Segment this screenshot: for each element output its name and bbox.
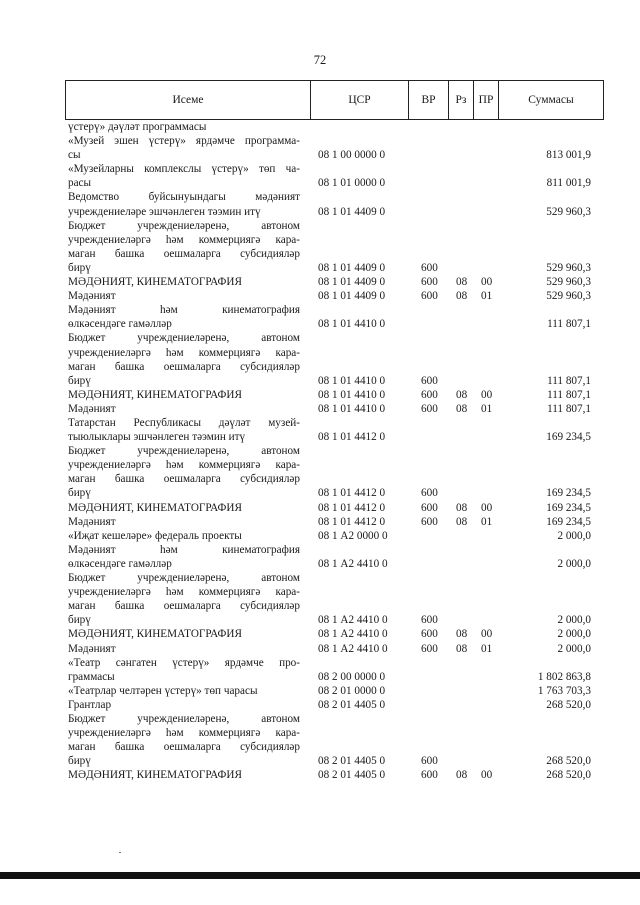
- row-name-line: маган башка оешмаларга субсидияләр: [68, 600, 300, 613]
- row-name-line: МӘДӘНИЯТ, КИНЕМАТОГРАФИЯ: [68, 501, 242, 514]
- row-sum: 169 234,5: [546, 515, 591, 528]
- row-csr: 08 1 01 4410 0: [318, 402, 386, 415]
- table-header: [65, 80, 604, 120]
- row-name-line: Мәдәният: [68, 402, 116, 415]
- table-row: [0, 656, 640, 684]
- row-name: [68, 698, 300, 712]
- row-rz: 08: [456, 769, 468, 782]
- table-row: [0, 501, 640, 515]
- row-pr: 00: [481, 769, 493, 782]
- row-name-line: Ведомство буйсынуындагы мәдәният: [68, 191, 300, 204]
- row-name: [68, 388, 300, 402]
- row-name: [68, 120, 300, 134]
- row-name: [68, 571, 300, 627]
- row-name: [68, 543, 300, 571]
- row-vr: 600: [421, 755, 438, 768]
- row-name-line: Мәдәният: [68, 642, 116, 655]
- row-name-line: «Театр сәнгатен үстерү» ярдәмче про-: [68, 656, 300, 669]
- row-name-line: Мәдәният һәм кинематография: [68, 304, 300, 317]
- row-rz: 08: [456, 290, 468, 303]
- row-sum: 1 802 863,8: [537, 670, 591, 683]
- row-name-line: «Музейларны комплекслы үстерү» төп ча-: [68, 163, 300, 176]
- row-name-line: өлкәсендәге гамәлләр: [68, 318, 172, 331]
- row-csr: 08 1 01 4409 0: [318, 261, 386, 274]
- row-name-line: учреждениеләре эшчәнлеген тәэмин итү: [68, 205, 261, 218]
- row-csr: 08 1 01 4410 0: [318, 374, 386, 387]
- row-name-line: МӘДӘНИЯТ, КИНЕМАТОГРАФИЯ: [68, 769, 242, 782]
- row-sum: 2 000,0: [557, 614, 591, 627]
- row-csr: 08 2 00 0000 0: [318, 670, 386, 683]
- table-row: [0, 190, 640, 218]
- row-sum: 169 234,5: [546, 487, 591, 500]
- row-sum: 111 807,1: [547, 374, 591, 387]
- row-csr: 08 1 01 4409 0: [318, 276, 386, 289]
- table-row: [0, 571, 640, 627]
- table-row: [0, 289, 640, 303]
- row-vr: 600: [421, 487, 438, 500]
- row-name-line: үстерү» дәүләт программасы: [68, 121, 207, 133]
- row-csr: 08 1 01 4412 0: [318, 487, 386, 500]
- row-csr: 08 2 01 4405 0: [318, 755, 386, 768]
- bottom-rule: [0, 872, 640, 879]
- row-sum: 268 520,0: [546, 769, 591, 782]
- row-name-line: расы: [68, 177, 92, 190]
- row-rz: 08: [456, 501, 468, 514]
- row-vr: 600: [421, 261, 438, 274]
- table-row: [0, 303, 640, 331]
- row-csr: 08 2 01 0000 0: [318, 684, 386, 697]
- row-vr: 600: [421, 388, 438, 401]
- row-name: [68, 275, 300, 289]
- row-csr: 08 1 А2 4410 0: [318, 642, 388, 655]
- row-vr: 600: [421, 515, 438, 528]
- row-name: [68, 684, 300, 698]
- row-sum: 2 000,0: [557, 557, 591, 570]
- table-row: [0, 712, 640, 768]
- row-sum: 1 763 703,3: [537, 684, 591, 697]
- row-vr: 600: [421, 628, 438, 641]
- row-name-line: Бюджет учреждениеләренә, автоном: [68, 445, 300, 458]
- row-csr: 08 1 01 4410 0: [318, 388, 386, 401]
- row-name-line: бирү: [68, 374, 91, 387]
- row-name: [68, 134, 300, 162]
- row-name-line: учреждениеләргә һәм коммерциягә кара-: [68, 459, 300, 472]
- row-sum: 2 000,0: [557, 642, 591, 655]
- row-pr: 01: [481, 642, 493, 655]
- row-name-line: бирү: [68, 755, 91, 768]
- row-sum: 529 960,3: [546, 276, 591, 289]
- row-rz: 08: [456, 276, 468, 289]
- row-name: [68, 656, 300, 684]
- row-name: [68, 768, 300, 782]
- row-csr: 08 1 00 0000 0: [318, 149, 386, 162]
- row-sum: 529 960,3: [546, 290, 591, 303]
- row-pr: 00: [481, 388, 493, 401]
- row-sum: 169 234,5: [546, 501, 591, 514]
- row-name-line: Грантлар: [68, 698, 112, 711]
- table-row: [0, 402, 640, 416]
- row-rz: 08: [456, 628, 468, 641]
- header-name: Исеме: [66, 81, 311, 120]
- header-rz: Рз: [449, 81, 474, 120]
- row-vr: 600: [421, 374, 438, 387]
- row-name-line: МӘДӘНИЯТ, КИНЕМАТОГРАФИЯ: [68, 388, 242, 401]
- table-row: [0, 275, 640, 289]
- row-csr: 08 1 А2 4410 0: [318, 628, 388, 641]
- row-name-line: Татарстан Республикасы дәүләт музей-: [68, 417, 300, 429]
- row-name-line: Бюджет учреждениеләренә, автоном: [68, 219, 300, 232]
- row-vr: 600: [421, 276, 438, 289]
- row-sum: 811 001,9: [546, 177, 591, 190]
- row-name: [68, 402, 300, 416]
- table-row: [0, 515, 640, 529]
- row-name-line: учреждениеләргә һәм коммерциягә кара-: [68, 233, 300, 246]
- row-pr: 01: [481, 402, 493, 415]
- row-sum: 111 807,1: [547, 318, 591, 331]
- row-name: [68, 416, 300, 444]
- row-vr: 600: [421, 614, 438, 627]
- header-csr: ЦСР: [311, 81, 409, 120]
- row-name: [68, 501, 300, 515]
- row-csr: 08 2 01 4405 0: [318, 769, 386, 782]
- row-name-line: Бюджет учреждениеләренә, автоном: [68, 572, 300, 585]
- table-row: [0, 416, 640, 444]
- table-body: [0, 120, 640, 782]
- row-sum: 2 000,0: [557, 529, 591, 542]
- row-csr: 08 1 01 4410 0: [318, 318, 386, 331]
- row-name-line: маган башка оешмаларга субсидияләр: [68, 473, 300, 486]
- row-name-line: «Иҗат кешеләре» федераль проекты: [68, 529, 242, 542]
- row-name-line: бирү: [68, 487, 91, 500]
- row-csr: 08 1 01 4412 0: [318, 501, 386, 514]
- scan-speck: [119, 852, 121, 853]
- row-name-line: Мәдәният: [68, 515, 116, 528]
- row-name-line: учреждениеләргә һәм коммерциягә кара-: [68, 727, 300, 740]
- row-csr: 08 1 01 4409 0: [318, 205, 386, 218]
- row-name: [68, 289, 300, 303]
- row-pr: 01: [481, 515, 493, 528]
- row-csr: 08 1 01 4412 0: [318, 515, 386, 528]
- row-name-line: Бюджет учреждениеләренә, автоном: [68, 332, 300, 345]
- table-row: [0, 120, 640, 134]
- row-name-line: граммасы: [68, 670, 115, 683]
- page-number: 72: [313, 53, 327, 67]
- table-row: [0, 134, 640, 162]
- row-pr: 00: [481, 628, 493, 641]
- row-sum: 529 960,3: [546, 205, 591, 218]
- row-sum: 111 807,1: [547, 388, 591, 401]
- row-csr: 08 1 01 4409 0: [318, 290, 386, 303]
- row-pr: 00: [481, 276, 493, 289]
- table-row: [0, 768, 640, 782]
- row-vr: 600: [421, 290, 438, 303]
- row-sum: 813 001,9: [546, 149, 591, 162]
- row-sum: 268 520,0: [546, 698, 591, 711]
- row-name-line: сы: [68, 149, 81, 162]
- table-row: [0, 444, 640, 500]
- table-row: [0, 627, 640, 641]
- row-name-line: Бюджет учреждениеләренә, автоном: [68, 713, 300, 725]
- row-name: [68, 627, 300, 641]
- row-name-line: МӘДӘНИЯТ, КИНЕМАТОГРАФИЯ: [68, 276, 242, 289]
- row-csr: 08 1 А2 4410 0: [318, 557, 388, 570]
- row-name-line: тыюлыклары эшчәнлеген тәэмин итү: [68, 431, 246, 444]
- row-rz: 08: [456, 515, 468, 528]
- table-row: [0, 388, 640, 402]
- row-vr: 600: [421, 402, 438, 415]
- row-sum: 169 234,5: [546, 431, 591, 444]
- header-pr: ПР: [474, 81, 499, 120]
- row-name-line: маган башка оешмаларга субсидияләр: [68, 360, 300, 373]
- row-vr: 600: [421, 642, 438, 655]
- row-name: [68, 444, 300, 500]
- row-vr: 600: [421, 501, 438, 514]
- table-row: [0, 331, 640, 387]
- row-pr: 00: [481, 501, 493, 514]
- row-sum: 2 000,0: [557, 628, 591, 641]
- row-name-line: маган башка оешмаларга субсидияләр: [68, 247, 300, 260]
- row-name-line: учреждениеләргә һәм коммерциягә кара-: [68, 586, 300, 599]
- row-csr: 08 1 А2 4410 0: [318, 614, 388, 627]
- row-vr: 600: [421, 769, 438, 782]
- row-name: [68, 219, 300, 275]
- row-name-line: маган башка оешмаларга субсидияләр: [68, 741, 300, 754]
- row-name: [68, 162, 300, 190]
- row-name: [68, 642, 300, 656]
- row-rz: 08: [456, 642, 468, 655]
- header-sum: Суммасы: [499, 81, 604, 120]
- row-name-line: бирү: [68, 614, 91, 627]
- row-csr: 08 1 А2 0000 0: [318, 529, 388, 542]
- table-row: [0, 543, 640, 571]
- row-csr: 08 2 01 4405 0: [318, 698, 386, 711]
- row-csr: 08 1 01 4412 0: [318, 431, 386, 444]
- header-vr: ВР: [409, 81, 449, 120]
- row-name-line: «Музей эшен үстерү» ярдәмче программа-: [68, 135, 300, 148]
- row-name-line: Мәдәният һәм кинематография: [68, 543, 300, 556]
- row-name: [68, 515, 300, 529]
- row-sum: 111 807,1: [547, 402, 591, 415]
- row-name: [68, 331, 300, 387]
- row-rz: 08: [456, 388, 468, 401]
- row-name-line: өлкәсендәге гамәлләр: [68, 557, 172, 570]
- row-name-line: Мәдәният: [68, 290, 116, 303]
- table-row: [0, 698, 640, 712]
- row-name-line: учреждениеләргә һәм коммерциягә кара-: [68, 346, 300, 359]
- row-pr: 01: [481, 290, 493, 303]
- table-row: [0, 684, 640, 698]
- table-row: [0, 529, 640, 543]
- row-name: [68, 190, 300, 218]
- row-name: [68, 529, 300, 543]
- table-row: [0, 219, 640, 275]
- row-name-line: «Театрлар челтәрен үстерү» төп чарасы: [68, 684, 258, 697]
- row-name-line: МӘДӘНИЯТ, КИНЕМАТОГРАФИЯ: [68, 628, 242, 641]
- row-rz: 08: [456, 402, 468, 415]
- row-name: [68, 712, 300, 768]
- table-row: [0, 162, 640, 190]
- table-row: [0, 642, 640, 656]
- row-csr: 08 1 01 0000 0: [318, 177, 386, 190]
- row-sum: 268 520,0: [546, 755, 591, 768]
- row-sum: 529 960,3: [546, 261, 591, 274]
- row-name-line: бирү: [68, 261, 91, 274]
- row-name: [68, 303, 300, 331]
